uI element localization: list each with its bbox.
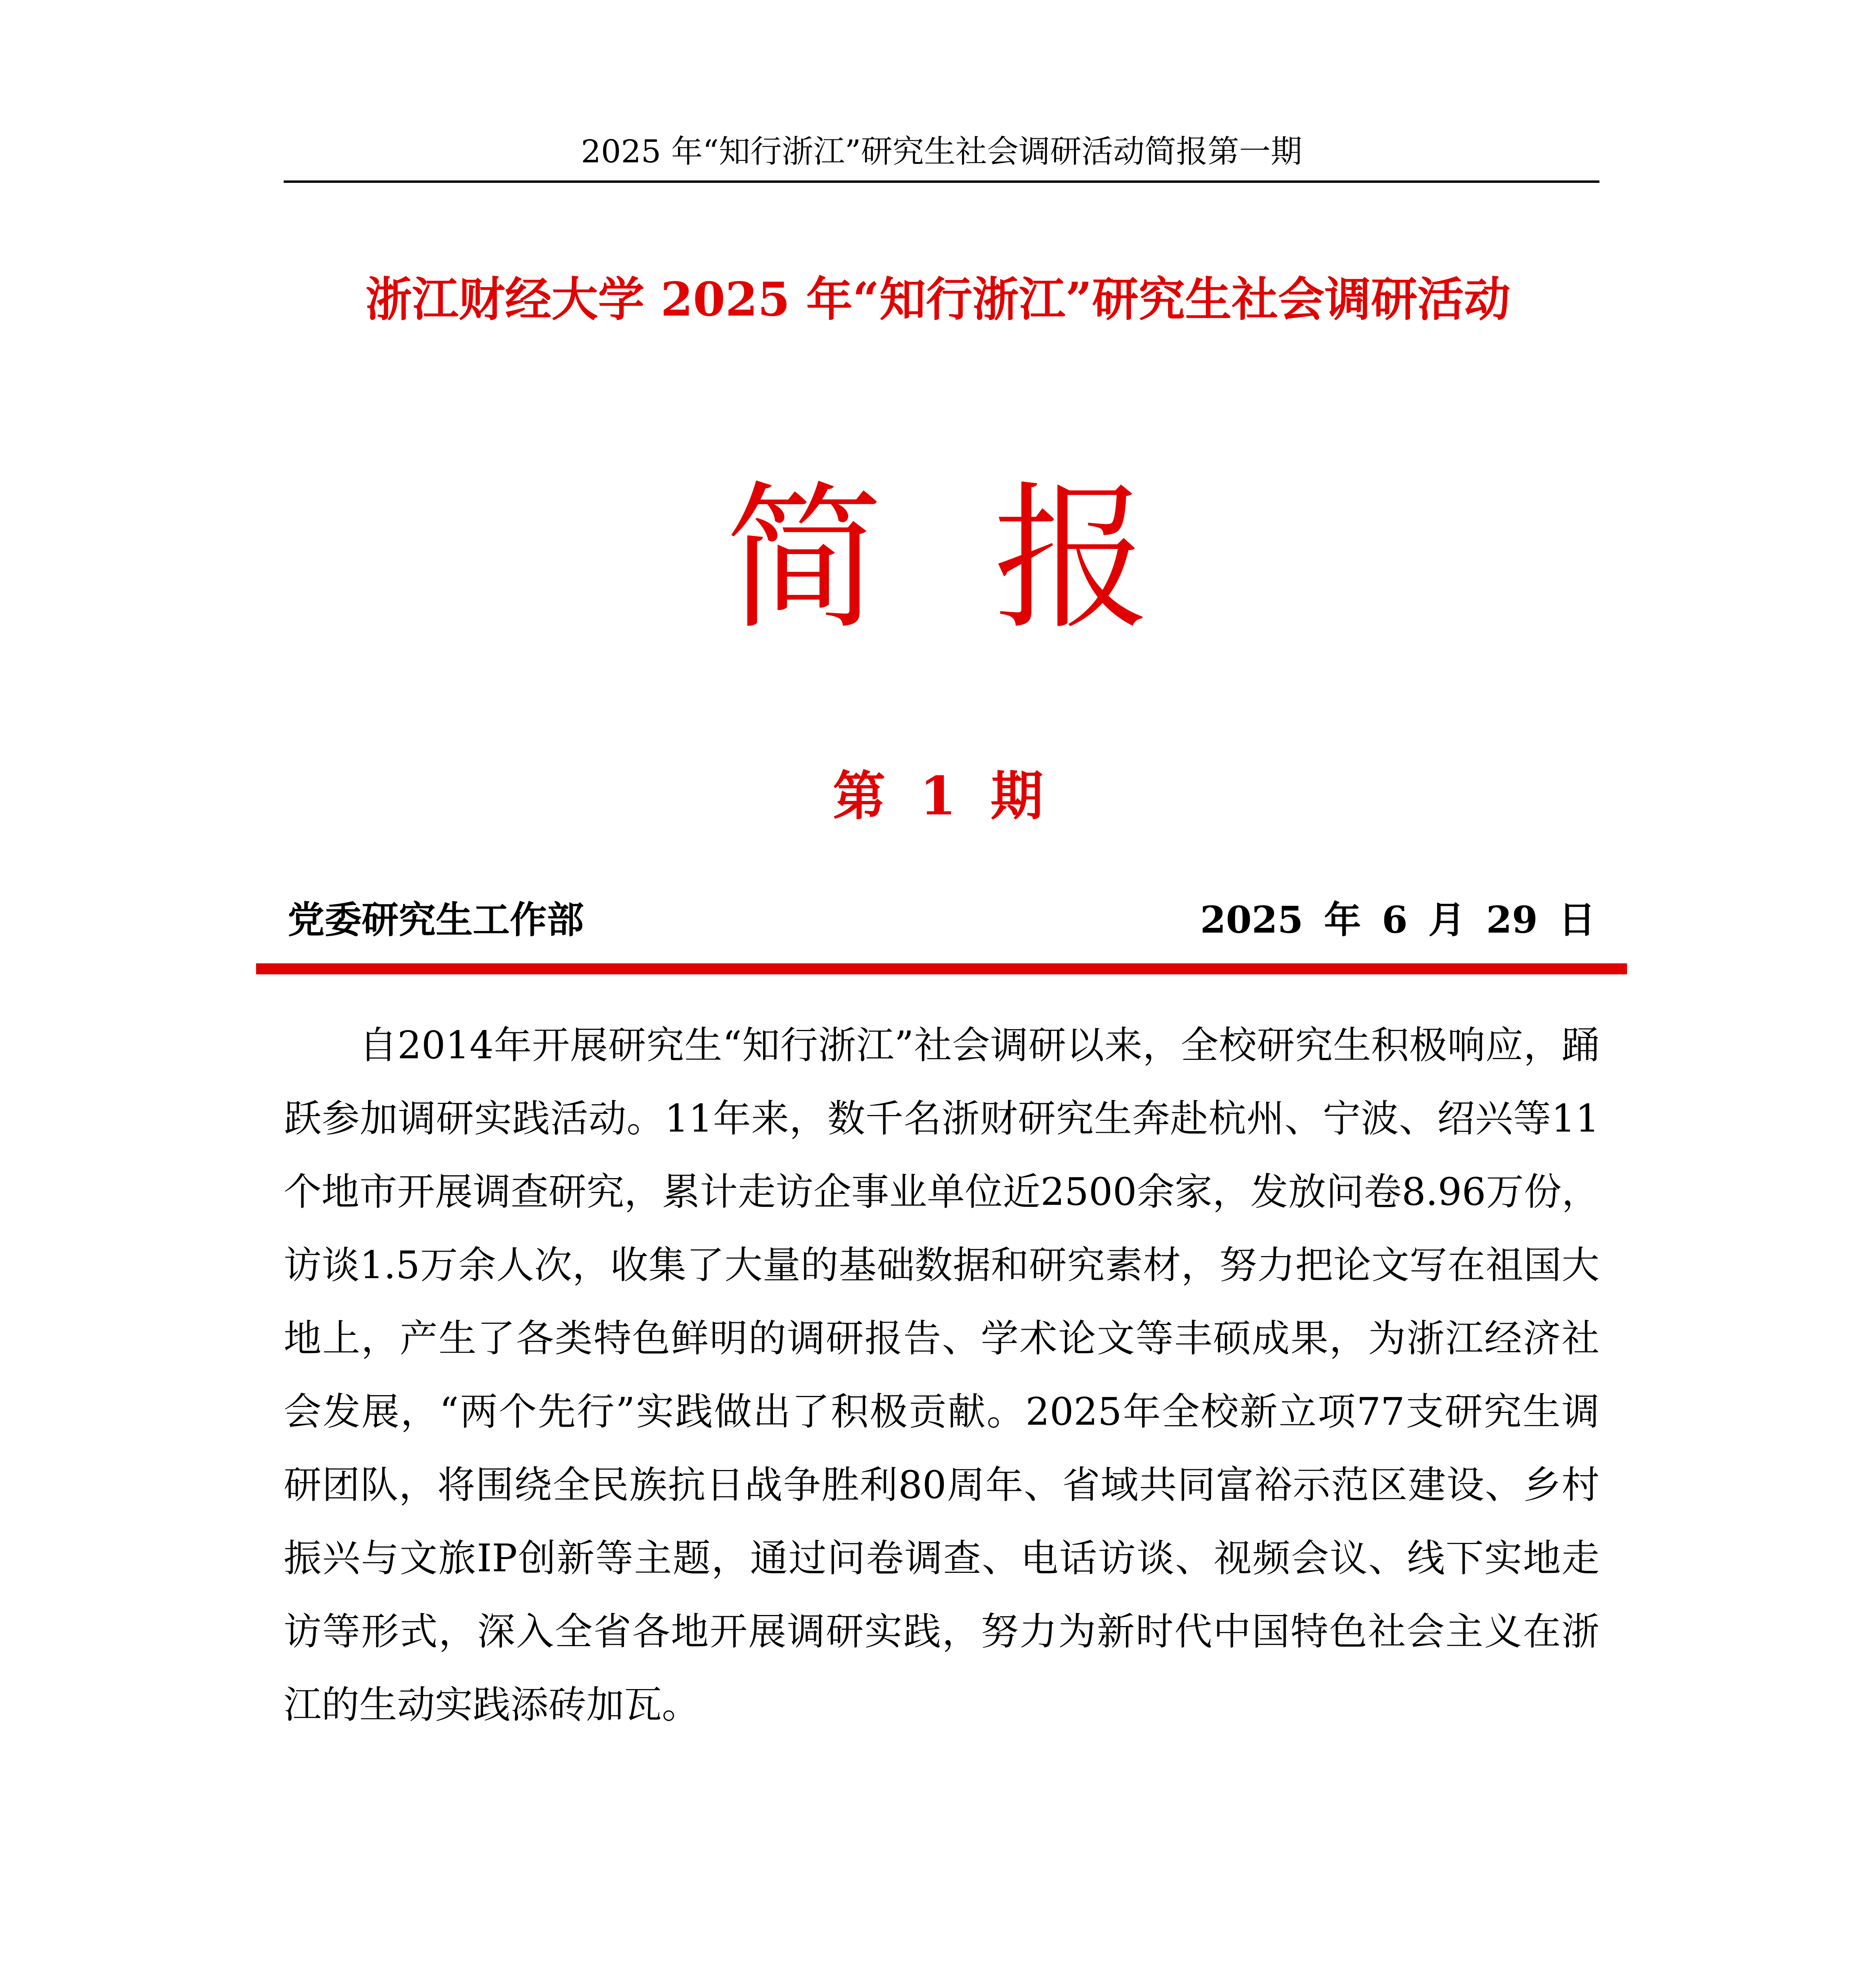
body-paragraph: 自2014年开展研究生“知行浙江”社会调研以来，全校研究生积极响应，踊跃参加调研实践活动。11年来，数千名浙财研究生奔赴杭州、宁波、绍兴等11个地市开展调查研究，累计走访企事业单位近2500余家，发放问卷8.96万份，访谈1.5万余人次，收集了大量的基础数据和研究素材，努力把论文写在祖国大地上，产生了各类特色鲜明的调研报告、学术论文等丰硕成果，为浙江经济社会发展，“两个先行”实践做出了积极贡献。2025年全校新立项77支研究生调研团队，将围绕全民族抗日战争胜利80周年、省域共同富裕示范区建设、乡村振兴与文旅IP创新等主题，通过问卷调查、电话访谈、视频会议、线下实地走访等形式，深入全省各地开展调研实践，努力为新时代中国特色社会主义在浙江的生动实践添砖加瓦。	[284, 1023, 1599, 1727]
issuer-row	[284, 894, 1599, 946]
running-header: 2025 年“知行浙江”研究生社会调研活动简报第一期	[581, 133, 1302, 170]
bulletin-heading: 简报	[725, 468, 1261, 651]
red-divider	[256, 963, 1627, 974]
document-title: 浙江财经大学 2025 年“知行浙江”研究生社会调研活动	[365, 272, 1511, 327]
issue-date: 2025 年 6 月 29 日	[1200, 898, 1596, 942]
header-divider	[284, 180, 1599, 183]
issue-number: 第 1 期	[832, 765, 1044, 827]
issuing-department: 党委研究生工作部	[288, 898, 584, 942]
